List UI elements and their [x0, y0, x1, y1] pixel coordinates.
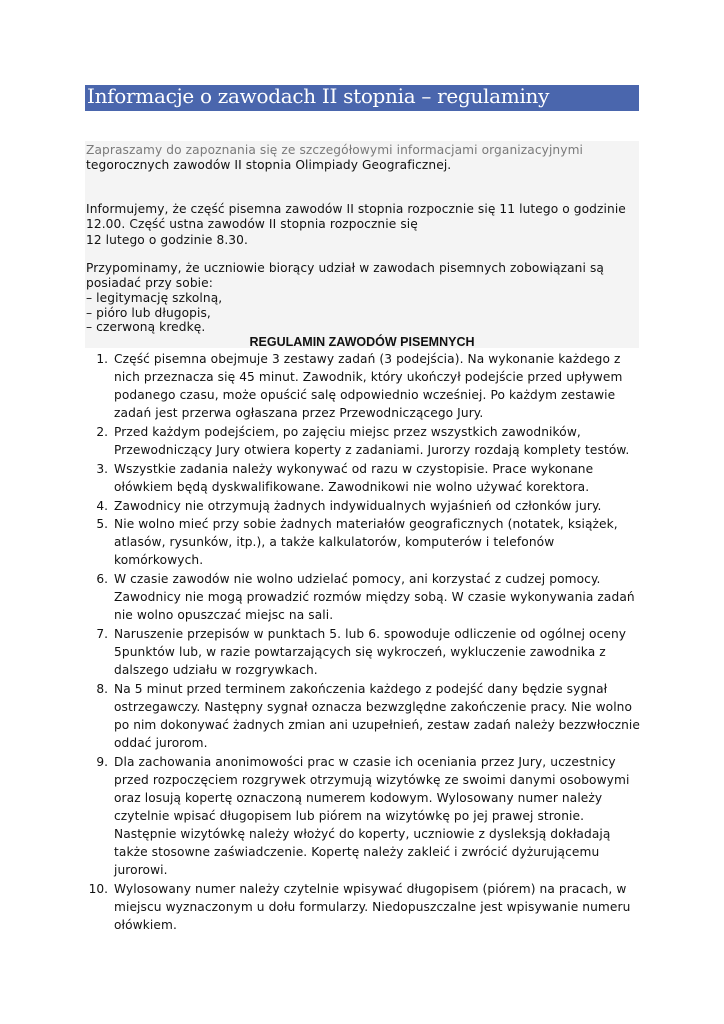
rule-number: 10. [88, 882, 108, 896]
rule-number: 4. [96, 499, 108, 513]
rule-line: ostrzegawczy. Następny sygnał oznacza bezwzględne zakończenie pracy. Nie wolno [114, 700, 633, 714]
rule-line: Przed każdym podejściem, po zajęciu miejsc przez wszystkich zawodników, [114, 425, 581, 439]
rule-number: 3. [96, 462, 108, 476]
rule-line: nie wolno opuszczać miejsc na sali. [114, 608, 334, 622]
rule-line: także stosowne zaświadczenie. Kopertę należy zakleić i zwrócić dyżurującemu [114, 845, 600, 859]
rule-number: 1. [96, 352, 108, 366]
rule-line: czytelnie wpisać długopisem lub piórem na wizytówkę po jej prawej stronie. [114, 809, 585, 823]
rule-line: Dla zachowania anonimowości prac w czasie ich oceniania przez Jury, uczestnicy [114, 755, 616, 769]
rule-number: 6. [96, 572, 108, 586]
title-bar [85, 85, 639, 111]
rule-line: przed rozpoczęciem rozgrywek otrzymują wizytówkę ze swoimi danymi osobowymi [114, 773, 630, 787]
schedule-line-3: 12 lutego o godzinie 8.30. [86, 233, 248, 247]
rule-line: Przewodniczący Jury otwiera koperty z zadaniami. Jurorzy rozdają komplety testów. [114, 443, 630, 457]
rule-line: dalszego udziału w rozgrywkach. [114, 663, 318, 677]
intro-line-2: tegorocznych zawodów II stopnia Olimpiady Geograficznej. [86, 158, 452, 172]
rule-line: po nim dokonywać żadnych zmian ani uzupełnień, zestaw zadań należy bezzwłocznie [114, 718, 640, 732]
rule-number: 7. [96, 627, 108, 641]
rule-line: oraz losują kopertę oznaczoną numerem kodowym. Wylosowany numer należy [114, 791, 603, 805]
rule-line: Nie wolno mieć przy sobie żadnych materiałów geograficznych (notatek, książek, [114, 517, 618, 531]
schedule-line-2: 12.00. Część ustna zawodów II stopnia rozpocznie się [86, 217, 418, 231]
page-title: Informacje o zawodach II stopnia – regulaminy [87, 85, 550, 108]
rule-line: Wylosowany numer należy czytelnie wpisywać długopisem (piórem) na pracach, w [114, 882, 627, 896]
rule-line: nich przeznacza się 45 minut. Zawodnik, który ukończył podejście przed upływem [114, 370, 623, 384]
rule-line: Wszystkie zadania należy wykonywać od razu w czystopisie. Prace wykonane [114, 462, 594, 476]
rule-number: 2. [96, 425, 108, 439]
rule-line: Zawodnicy nie otrzymują żadnych indywidualnych wyjaśnień od członków jury. [114, 499, 602, 513]
rule-line: atlasów, rysunków, itp.), a także kalkulatorów, komputerów i telefonów [114, 535, 555, 549]
rule-line: zadań jest przerwa ogłaszana przez Przewodniczącego Jury. [114, 406, 484, 420]
rule-line: ołówkiem. [114, 918, 177, 932]
rule-line: Zawodnicy nie mogą prowadzić rozmów między sobą. W czasie wykonywania zadań [114, 590, 635, 604]
reminder-line-1: Przypominamy, że uczniowie biorący udział w zawodach pisemnych zobowiązani są [86, 261, 604, 275]
rule-line: 5punktów lub, w razie powtarzających się wykroczeń, wykluczenie zawodnika z [114, 645, 606, 659]
rule-line: miejscu wyznaczonym u dołu formularzy. Niedopuszczalne jest wpisywanie numeru [114, 900, 631, 914]
reminder-item: – czerwoną kredkę. [86, 320, 206, 334]
rule-line: komórkowych. [114, 553, 204, 567]
rule-line: oddać jurorom. [114, 736, 208, 750]
rule-line: podanego czasu, może opuścić salę odpowiednio wcześniej. Po każdym zestawie [114, 388, 616, 402]
rule-number: 5. [96, 517, 108, 531]
reminder-line-2: posiadać przy sobie: [86, 276, 213, 290]
rule-line: jurorowi. [114, 863, 168, 877]
schedule-line-1: Informujemy, że część pisemna zawodów II stopnia rozpocznie się 11 lutego o godzinie [86, 202, 626, 216]
intro-line-1: Zapraszamy do zapoznania się ze szczegółowymi informacjami organizacyjnymi [86, 143, 584, 157]
rule-line: Część pisemna obejmuje 3 zestawy zadań (3 podejścia). Na wykonanie każdego z [114, 352, 621, 366]
rule-line: W czasie zawodów nie wolno udzielać pomocy, ani korzystać z cudzej pomocy. [114, 572, 601, 586]
rule-number: 8. [96, 682, 108, 696]
rule-line: Następnie wizytówkę należy włożyć do koperty, uczniowie z dysleksją dokładają [114, 827, 611, 841]
rules-heading: REGULAMIN ZAWODÓW PISEMNYCH [249, 335, 475, 349]
reminder-item: – pióro lub długopis, [86, 306, 211, 320]
rule-line: Na 5 minut przed terminem zakończenia każdego z podejść dany będzie sygnał [114, 682, 608, 696]
rule-line: ołówkiem będą dyskwalifikowane. Zawodnikowi nie wolno używać korektora. [114, 480, 590, 494]
rule-line: Naruszenie przepisów w punktach 5. lub 6. spowoduje odliczenie od ogólnej oceny [114, 627, 627, 641]
rule-number: 9. [96, 755, 108, 769]
reminder-item: – legitymację szkolną, [86, 291, 223, 305]
